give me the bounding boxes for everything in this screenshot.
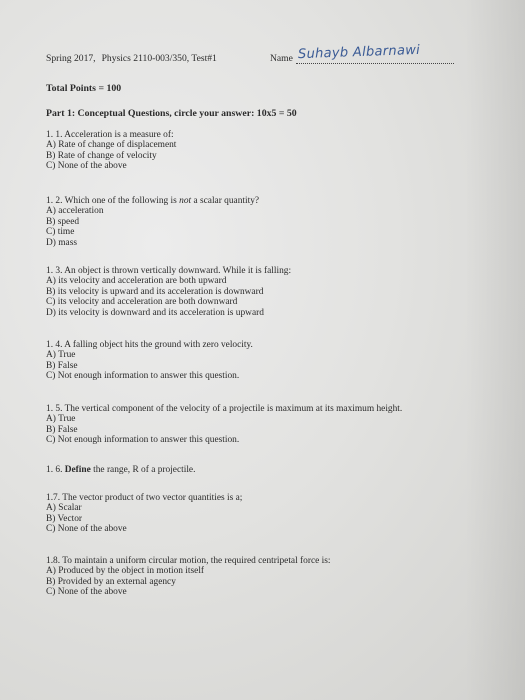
prompt-text: 1. 6.	[46, 465, 65, 475]
question-1-8	[46, 556, 331, 598]
question-prompt: 1. 3. An object is thrown vertically downward. While it is falling:	[46, 266, 292, 276]
question-prompt: 1.8. To maintain a uniform circular motion, the required centripetal force is:	[46, 556, 331, 566]
question-prompt: 1. 4. A falling object hits the ground with zero velocity.	[46, 340, 253, 350]
name-label: Name	[270, 53, 293, 64]
prompt-emphasis: Define	[64, 465, 91, 475]
answer-option-b: B) Vector	[46, 513, 83, 524]
answer-option-c: C) Not enough information to answer this question.	[46, 371, 240, 382]
answer-option-a: A) acceleration	[46, 206, 104, 217]
answer-option-a: A) Scalar	[46, 503, 82, 514]
question-1-6	[46, 465, 195, 475]
handwritten-name: Suhayb Albarnawi	[297, 42, 421, 63]
answer-option-b: B) False	[46, 360, 78, 371]
answer-option-a: A) Produced by the object in motion itself	[46, 566, 205, 577]
answer-option-b: B) speed	[46, 216, 80, 227]
prompt-text: the range, R of a projectile.	[90, 465, 196, 475]
prompt-text: a scalar quantity?	[191, 196, 260, 206]
answer-option-b: B) False	[46, 424, 78, 435]
answer-option-b: B) Provided by an external agency	[46, 576, 176, 587]
course-info: Physics 2110-003/350, Test#1	[101, 53, 217, 64]
question-prompt: 1. 1. Acceleration is a measure of:	[46, 130, 174, 140]
question-1-2	[46, 196, 259, 248]
question-1-4	[46, 340, 253, 382]
prompt-emphasis: not	[179, 196, 192, 206]
question-prompt: 1.7. The vector product of two vector quantities is a;	[46, 493, 243, 503]
answer-option-d: D) mass	[46, 237, 77, 248]
answer-option-c: C) None of the above	[46, 587, 127, 598]
part1-title: Part 1: Conceptual Questions, circle your answer: 10x5 = 50	[46, 108, 297, 119]
answer-option-b: B) its velocity is upward and its acceleration is downward	[46, 286, 264, 297]
answer-option-a: A) Rate of change of displacement	[46, 140, 177, 151]
answer-option-a: A) its velocity and acceleration are both upward	[46, 276, 227, 287]
answer-option-c: C) time	[46, 227, 75, 238]
question-1-3	[46, 266, 291, 318]
question-1-1	[46, 130, 176, 172]
answer-option-a: A) True	[46, 350, 76, 361]
question-1-5	[46, 404, 402, 446]
prompt-text: 1. 2. Which one of the following is	[46, 196, 180, 206]
question-prompt: 1. 5. The vertical component of the velocity of a projectile is maximum at its maximum height.	[46, 404, 403, 414]
question-1-7	[46, 493, 242, 535]
answer-option-c: C) None of the above	[46, 524, 127, 535]
answer-option-c: C) Not enough information to answer this question.	[46, 435, 240, 446]
answer-option-c: C) its velocity and acceleration are both downward	[46, 297, 238, 308]
paper-shadow	[465, 0, 525, 700]
answer-option-b: B) Rate of change of velocity	[46, 150, 157, 161]
name-field	[270, 42, 456, 65]
answer-option-d: D) its velocity is downward and its acceleration is upward	[46, 307, 264, 318]
total-points: Total Points = 100	[46, 83, 122, 94]
answer-option-c: C) None of the above	[46, 161, 127, 172]
term: Spring 2017,	[46, 53, 96, 64]
exam-header	[46, 53, 217, 64]
answer-option-a: A) True	[46, 414, 76, 425]
name-underline	[296, 63, 454, 64]
question-prompt	[46, 196, 259, 206]
question-prompt	[46, 465, 195, 475]
